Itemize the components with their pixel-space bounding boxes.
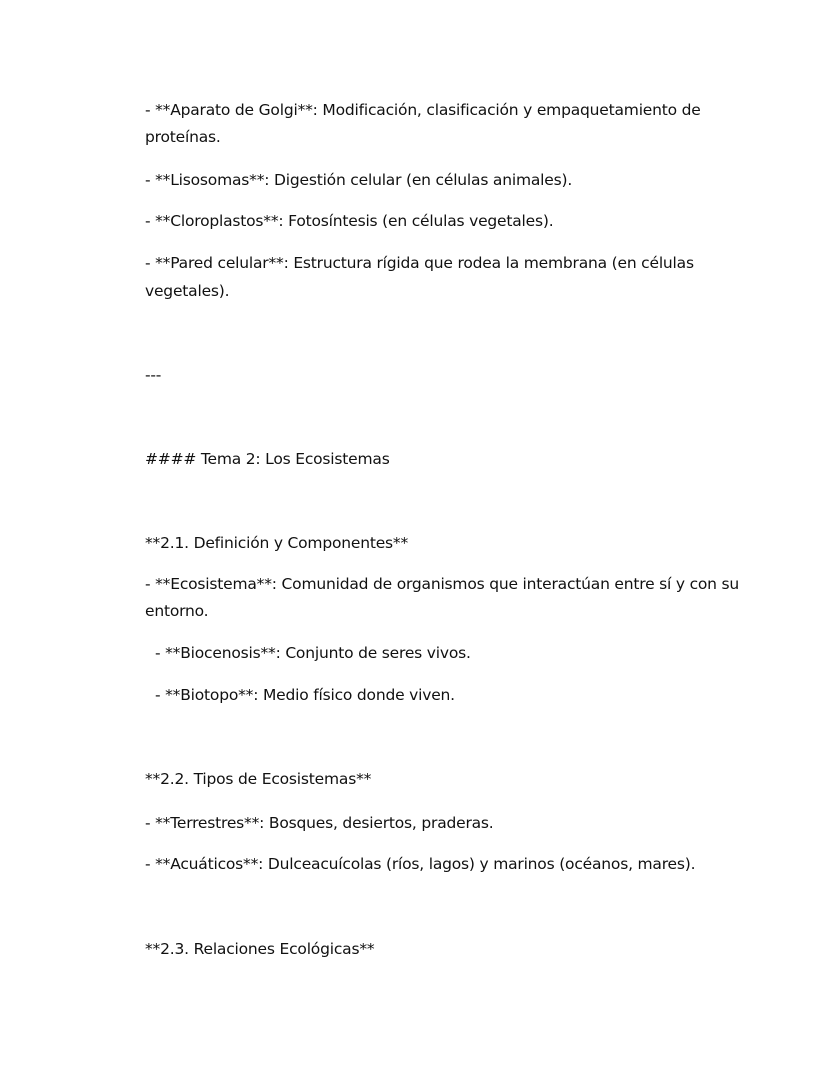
section-heading: #### Tema 2: Los Ecosistemas: [145, 450, 390, 468]
golgi-item: - **Aparato de Golgi**: Modificación, clasificación y empaquetamiento de: [145, 101, 701, 119]
cloroplastos-item: - **Cloroplastos**: Fotosíntesis (en células vegetales).: [145, 212, 554, 230]
biotopo-subitem: - **Biotopo**: Medio físico donde viven.: [155, 686, 455, 704]
subsection-2-1-heading: **2.1. Definición y Componentes**: [145, 534, 409, 552]
subsection-2-2-heading: **2.2. Tipos de Ecosistemas**: [145, 770, 372, 788]
pared-celular-item: - **Pared celular**: Estructura rígida que rodea la membrana (en células: [145, 254, 694, 272]
terrestres-item: - **Terrestres**: Bosques, desiertos, praderas.: [145, 814, 494, 832]
ecosistema-item-continued: entorno.: [145, 602, 209, 620]
biocenosis-subitem: - **Biocenosis**: Conjunto de seres vivos.: [155, 644, 471, 662]
acuaticos-item: - **Acuáticos**: Dulceacuícolas (ríos, lagos) y marinos (océanos, mares).: [145, 855, 696, 873]
ecosistema-item: - **Ecosistema**: Comunidad de organismos que interactúan entre sí y con su: [145, 575, 740, 593]
golgi-item-continued: proteínas.: [145, 128, 221, 146]
lisosomas-item: - **Lisosomas**: Digestión celular (en células animales).: [145, 171, 573, 189]
subsection-2-3-heading: **2.3. Relaciones Ecológicas**: [145, 940, 375, 958]
pared-celular-item-continued: vegetales).: [145, 282, 230, 300]
horizontal-rule: ---: [145, 366, 162, 384]
